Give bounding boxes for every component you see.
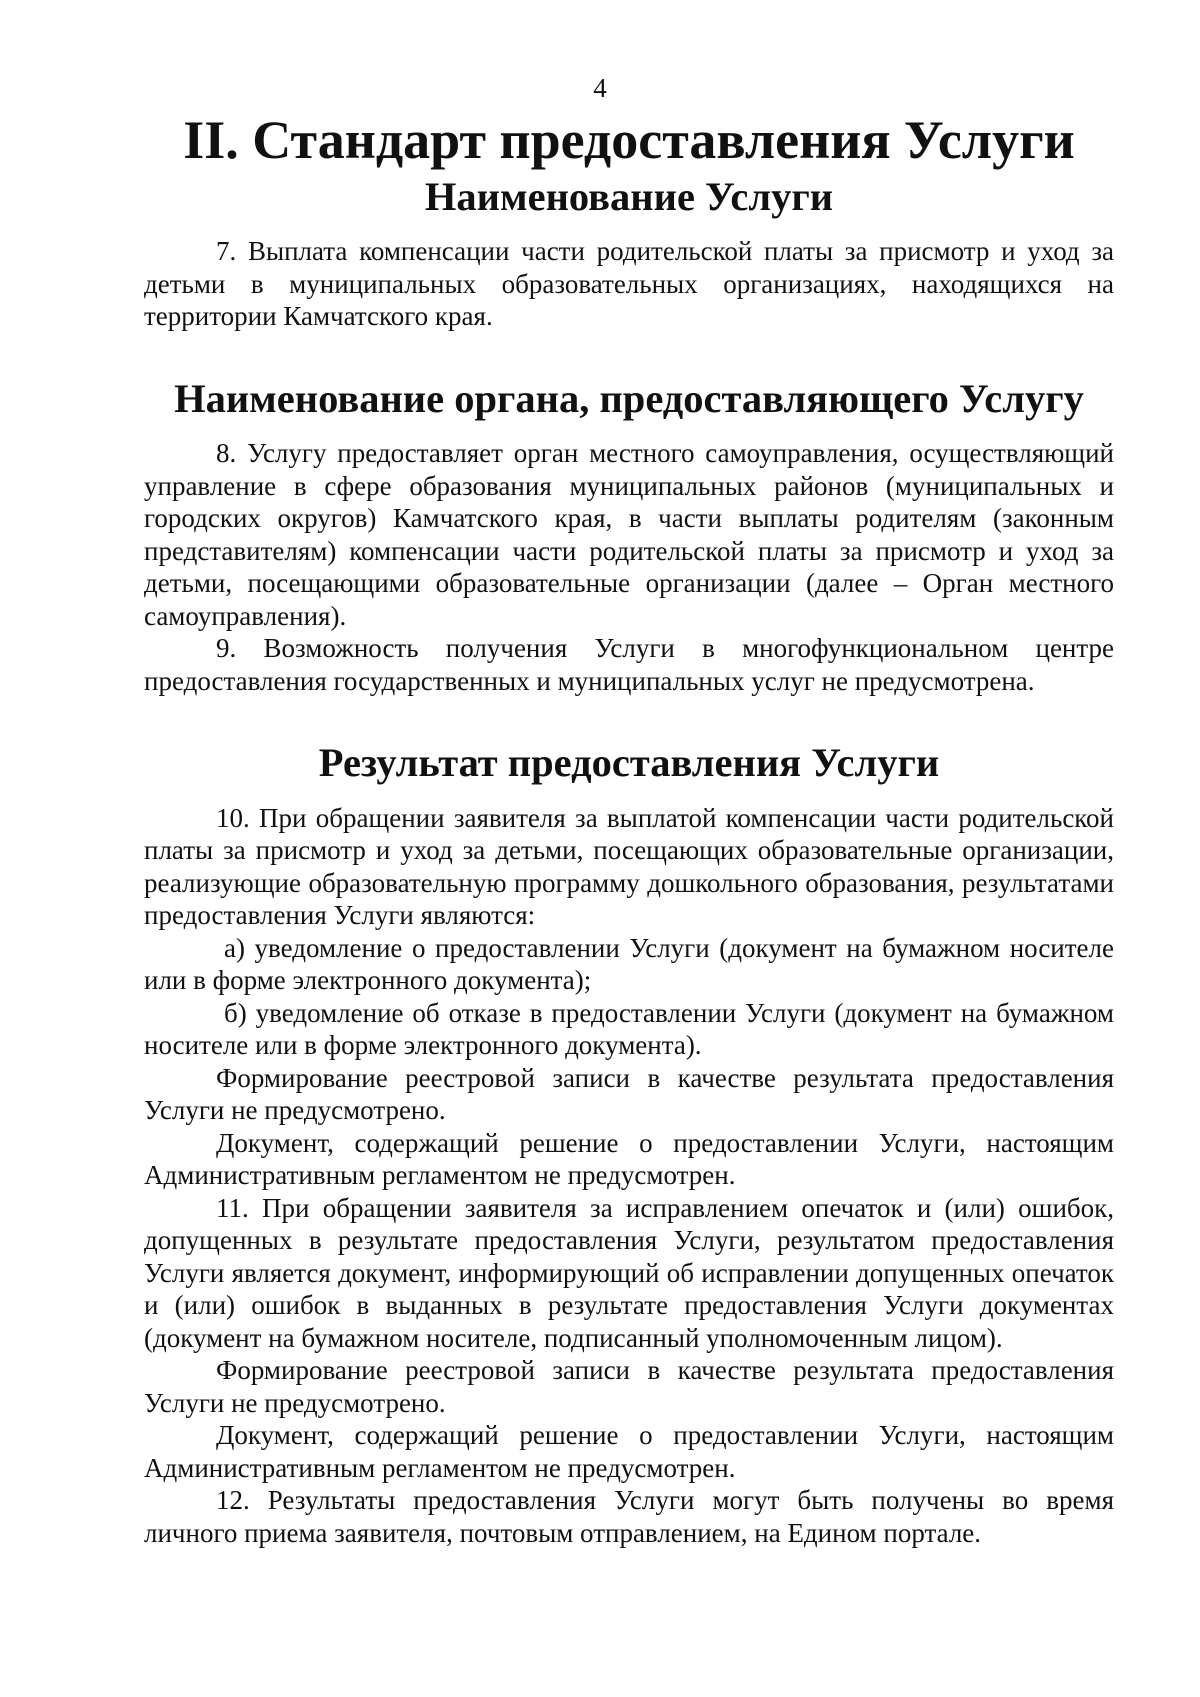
paragraph-10: 10. При обращении заявителя за выплатой компенсации части родительской платы за присмотр и уход за детьми, посещающих образовательные организации, реализующие образовательную программу дошкольного образования, результатами предоставления Услуги являются: <box>144 802 1114 930</box>
paragraph-registry-note-1: Формирование реестровой записи в качестве результата предоставления Услуги не предусмотрено. <box>144 1062 1114 1125</box>
paragraph-decision-note-1: Документ, содержащий решение о предоставлении Услуги, настоящим Административным регламентом не предусмотрен. <box>144 1127 1114 1190</box>
paragraph-decision-note-2: Документ, содержащий решение о предоставлении Услуги, настоящим Административным регламентом не предусмотрен. <box>144 1420 1114 1483</box>
heading-provider-body: Наименование органа, предоставляющего Услугу <box>174 375 1084 421</box>
paragraph-registry-note-2: Формирование реестровой записи в качестве результата предоставления Услуги не предусмотрено. <box>144 1355 1114 1418</box>
paragraph-11: 11. При обращении заявителя за исправлением опечаток и (или) ошибок, допущенных в результате предоставления Услуги, результатом предоставления Услуги является документ, информирующий об исправлении допущенных опечаток и (или) ошибок в выданных в результате предоставления Услуги документах (документ на бумажном носителе, подписанный уполномоченным лицом). <box>144 1192 1114 1353</box>
heading-service-name: Наименование Услуги <box>424 173 834 219</box>
document-body <box>144 110 1114 1549</box>
page-number: 4 <box>593 73 607 103</box>
section-title: II. Стандарт предоставления Услуги <box>183 110 1075 170</box>
heading-service-result: Результат предоставления Услуги <box>318 740 940 785</box>
paragraph-7: 7. Выплата компенсации части родительской платы за присмотр и уход за детьми в муниципальных образовательных организациях, находящихся на территории Камчатского края. <box>144 236 1114 331</box>
paragraph-8: 8. Услугу предоставляет орган местного самоуправления, осуществляющий управление в сфере образования муниципальных районов (муниципальных и городских округов) Камчатского края, в части выплаты родителям (законным представителям) компенсации части родительской платы за присмотр и уход за детьми, посещающими образовательные организации (далее – Орган местного самоуправления). <box>144 438 1114 631</box>
paragraph-9: 9. Возможность получения Услуги в многофункциональном центре предоставления государственных и муниципальных услуг не предусмотрена. <box>144 633 1114 696</box>
paragraph-12: 12. Результаты предоставления Услуги могут быть получены во время личного приема заявителя, почтовым отправлением, на Едином портале. <box>144 1485 1114 1548</box>
subitem-b: б) уведомление об отказе в предоставлении Услуги (документ на бумажном носителе или в форме электронного документа). <box>144 997 1114 1060</box>
subitem-a: а) уведомление о предоставлении Услуги (документ на бумажном носителе или в форме электронного документа); <box>144 932 1114 995</box>
